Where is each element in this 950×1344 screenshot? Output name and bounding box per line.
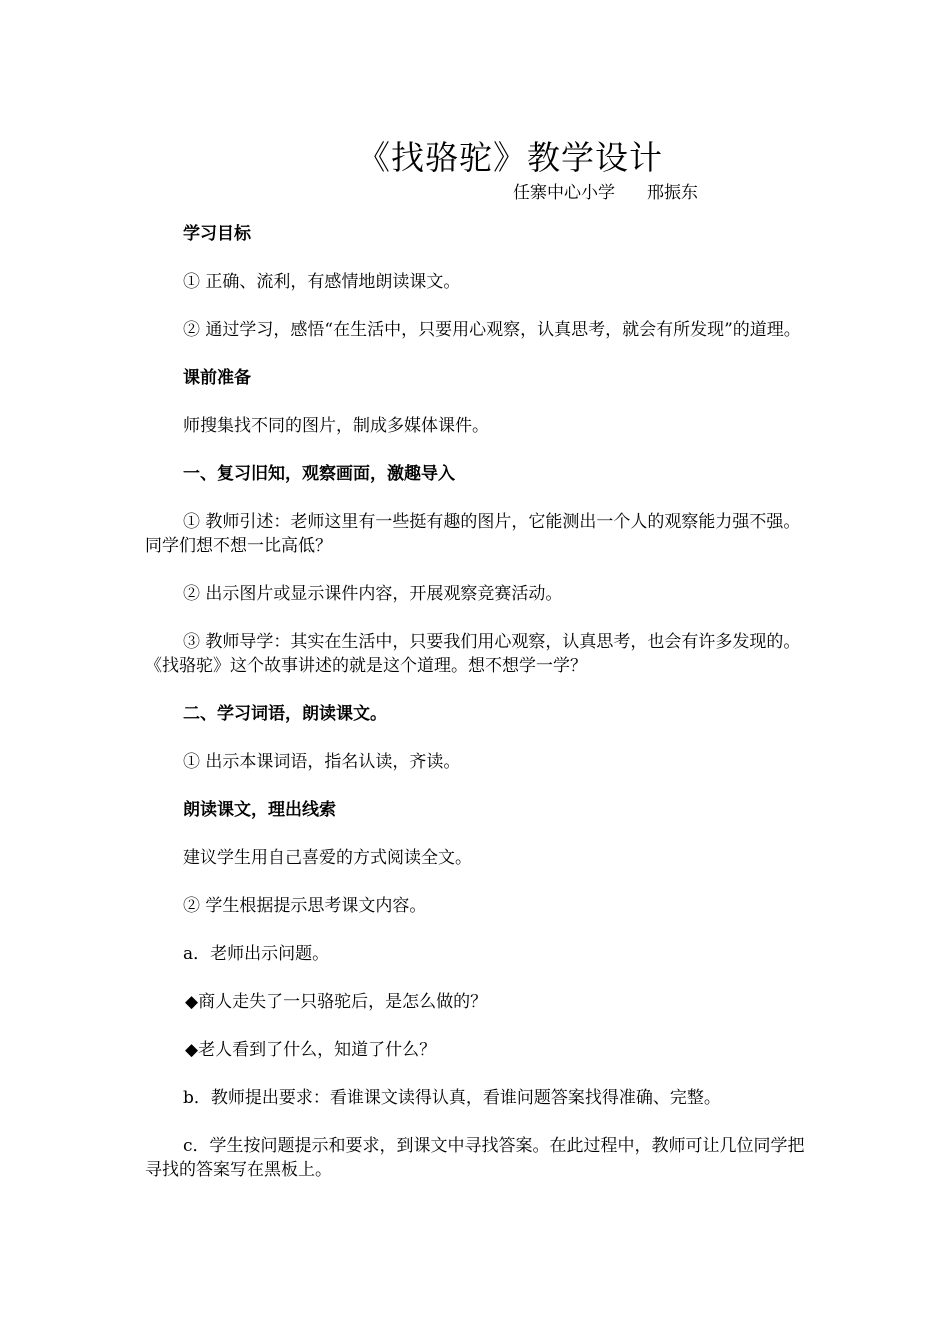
section-heading: 学习目标 [183, 224, 251, 244]
bullet-item: ◆商人走失了一只骆驼后，是怎么做的？ [185, 992, 488, 1012]
paragraph: ② 通过学习，感悟“在生活中，只要用心观察，认真思考，就会有所发现”的道理。 [183, 320, 801, 340]
paragraph: ③ 教师导学：其实在生活中，只要我们用心观察，认真思考，也会有许多发现的。《找骆驼》这个故事讲述的就是这个道理。想不想学一学？ [145, 632, 801, 676]
author-name: 邢振东 [647, 183, 698, 203]
section-heading: 朗读课文，理出线索 [183, 800, 336, 820]
document-title: 《找骆驼》教学设计 [357, 138, 663, 177]
section-heading: 课前准备 [183, 368, 251, 388]
author-line [513, 178, 698, 203]
paragraph: ② 出示图片或显示课件内容，开展观察竞赛活动。 [183, 584, 563, 604]
paragraph: a．老师出示问题。 [183, 944, 330, 964]
paragraph: c．学生按问题提示和要求，到课文中寻找答案。在此过程中，教师可让几位同学把寻找的答案写在黑板上。 [145, 1136, 805, 1180]
paragraph: b．教师提出要求：看谁课文读得认真，看谁问题答案找得准确、完整。 [183, 1088, 721, 1108]
section-heading: 一、复习旧知，观察画面，激趣导入 [183, 464, 455, 484]
bullet-item: ◆老人看到了什么，知道了什么？ [185, 1040, 437, 1060]
paragraph: ① 出示本课词语，指名认读，齐读。 [183, 752, 461, 772]
paragraph: 师搜集找不同的图片，制成多媒体课件。 [183, 416, 489, 436]
section-heading: 二、学习词语，朗读课文。 [183, 704, 387, 724]
paragraph: ① 正确、流利，有感情地朗读课文。 [183, 272, 461, 292]
paragraph: ② 学生根据提示思考课文内容。 [183, 896, 427, 916]
school-name: 任寨中心小学 [513, 183, 615, 203]
paragraph: 建议学生用自己喜爱的方式阅读全文。 [183, 848, 472, 868]
document-body [145, 222, 805, 1206]
paragraph: ① 教师引述：老师这里有一些挺有趣的图片，它能测出一个人的观察能力强不强。同学们想不想一比高低？ [145, 512, 801, 556]
